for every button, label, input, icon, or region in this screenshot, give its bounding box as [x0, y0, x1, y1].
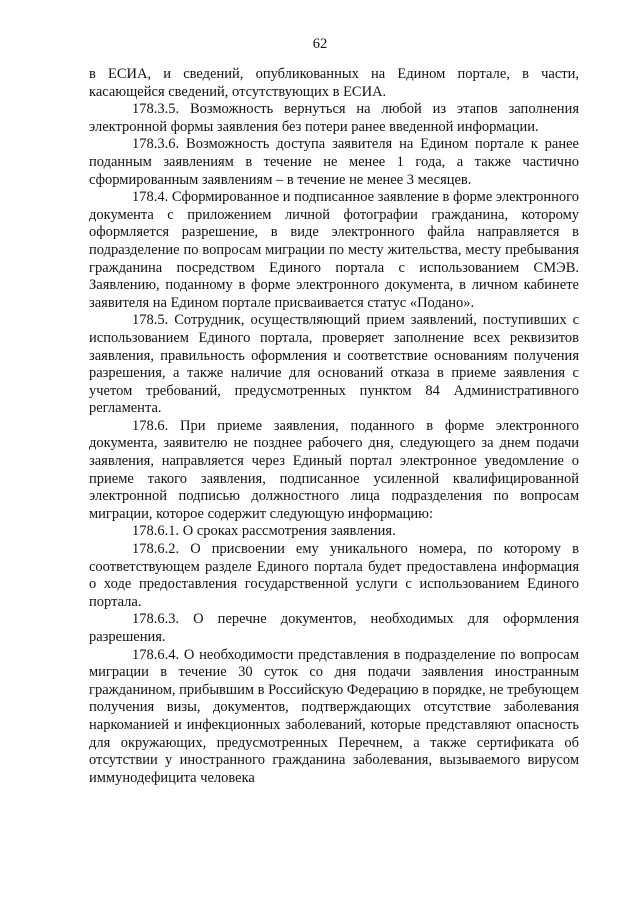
paragraph-178-6-1: 178.6.1. О сроках рассмотрения заявления.: [132, 523, 396, 540]
paragraph-continuation: в ЕСИА, и сведений, опубликованных на Едином портале, в части, касающейся сведений, отсутствующих в ЕСИА.: [89, 66, 579, 100]
paragraph-178-6: 178.6. При приеме заявления, поданного в форме электронного документа, заявителю не позднее рабочего дня, следующего за днем подачи заявления, направляется через Единый портал электронное уведомление о приеме такого заявления, подписанное усиленной квалифицированной электронной подписью должностного лица подразделения по вопросам миграции, которое содержит следующую информацию:: [89, 417, 579, 522]
paragraph-178-6-3: 178.6.3. О перечне документов, необходимых для оформления разрешения.: [89, 611, 579, 645]
page-number: 62: [312, 36, 328, 52]
paragraph-178-6-2: 178.6.2. О присвоении ему уникального номера, по которому в соответствующем разделе Единого портала будет предоставлена информация о ходе предоставления государственной услуги с использованием Единого портала.: [89, 541, 579, 610]
paragraph-178-3-5: 178.3.5. Возможность вернуться на любой из этапов заполнения электронной формы заявления без потери ранее введенной информации.: [89, 101, 579, 135]
paragraph-178-3-6: 178.3.6. Возможность доступа заявителя на Едином портале к ранее поданным заявлениям в течение не менее 1 года, а также частично сформированным заявлениям – в течение не менее 3 месяцев.: [89, 136, 579, 188]
paragraph-178-5: 178.5. Сотрудник, осуществляющий прием заявлений, поступивших с использованием Единого портала, проверяет заполнение всех реквизитов заявления, правильность оформления и соответствие основаниям получения разрешения, а также наличие для оснований отказа в приеме заявления с учетом требований, предусмотренных пунктом 84 Административного регламента.: [89, 312, 579, 417]
document-body: [89, 66, 579, 787]
paragraph-178-4: 178.4. Сформированное и подписанное заявление в форме электронного документа с приложением личной фотографии гражданина, которому оформляется разрешение, в виде электронного файла направляется в подразделение по вопросам миграции по месту жительства, месту пребывания гражданина посредством Единого портала с использованием СМЭВ. Заявлению, поданному в форме электронного документа, в личном кабинете заявителя на Едином портале присваивается статус «Подано».: [89, 189, 579, 311]
paragraph-178-6-4: 178.6.4. О необходимости представления в подразделение по вопросам миграции в течение 30 суток со дня подачи заявления иностранным гражданином, прибывшим в Российскую Федерацию в порядке, не требующем получения визы, документов, подтверждающих отсутствие заболевания наркоманией и инфекционных заболеваний, которые представляют опасность для окружающих, предусмотренных Перечнем, а также сертификата об отсутствии у иностранного гражданина заболевания, вызываемого вирусом иммунодефицита человека: [89, 646, 579, 786]
